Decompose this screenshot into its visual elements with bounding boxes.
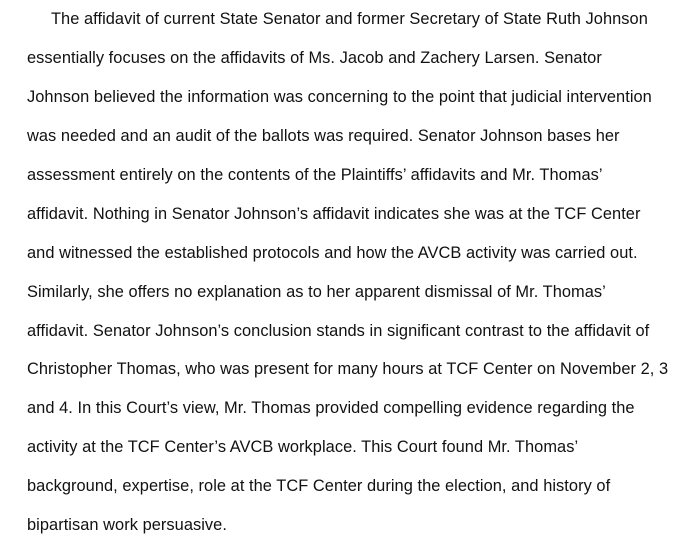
paragraph-line: assessment entirely on the contents of the Plaintiffs’ affidavits and Mr. Thomas’ [27,166,603,184]
paragraph-line: bipartisan work persuasive. [27,516,227,534]
paragraph-line: Similarly, she offers no explanation as to her apparent dismissal of Mr. Thomas’ [27,283,606,301]
paragraph-line: and 4. In this Court’s view, Mr. Thomas provided compelling evidence regarding the [27,399,635,417]
paragraph-line: background, expertise, role at the TCF Center during the election, and history of [27,477,611,495]
paragraph-line: affidavit. Nothing in Senator Johnson’s affidavit indicates she was at the TCF Center [27,205,641,223]
paragraph-line: Johnson believed the information was concerning to the point that judicial intervention [27,88,652,106]
paragraph-line: Christopher Thomas, who was present for many hours at TCF Center on November 2, 3 [27,360,669,378]
paragraph-line: activity at the TCF Center’s AVCB workplace. This Court found Mr. Thomas’ [27,438,579,456]
paragraph-line: The affidavit of current State Senator and former Secretary of State Ruth Johnson [51,10,648,28]
paragraph-line: essentially focuses on the affidavits of Ms. Jacob and Zachery Larsen. Senator [27,49,602,67]
paragraph-line: was needed and an audit of the ballots was required. Senator Johnson bases her [27,127,620,145]
paragraph-line: and witnessed the established protocols and how the AVCB activity was carried out. [27,244,638,262]
paragraph-line: affidavit. Senator Johnson’s conclusion stands in significant contrast to the affidavit of [27,322,650,340]
